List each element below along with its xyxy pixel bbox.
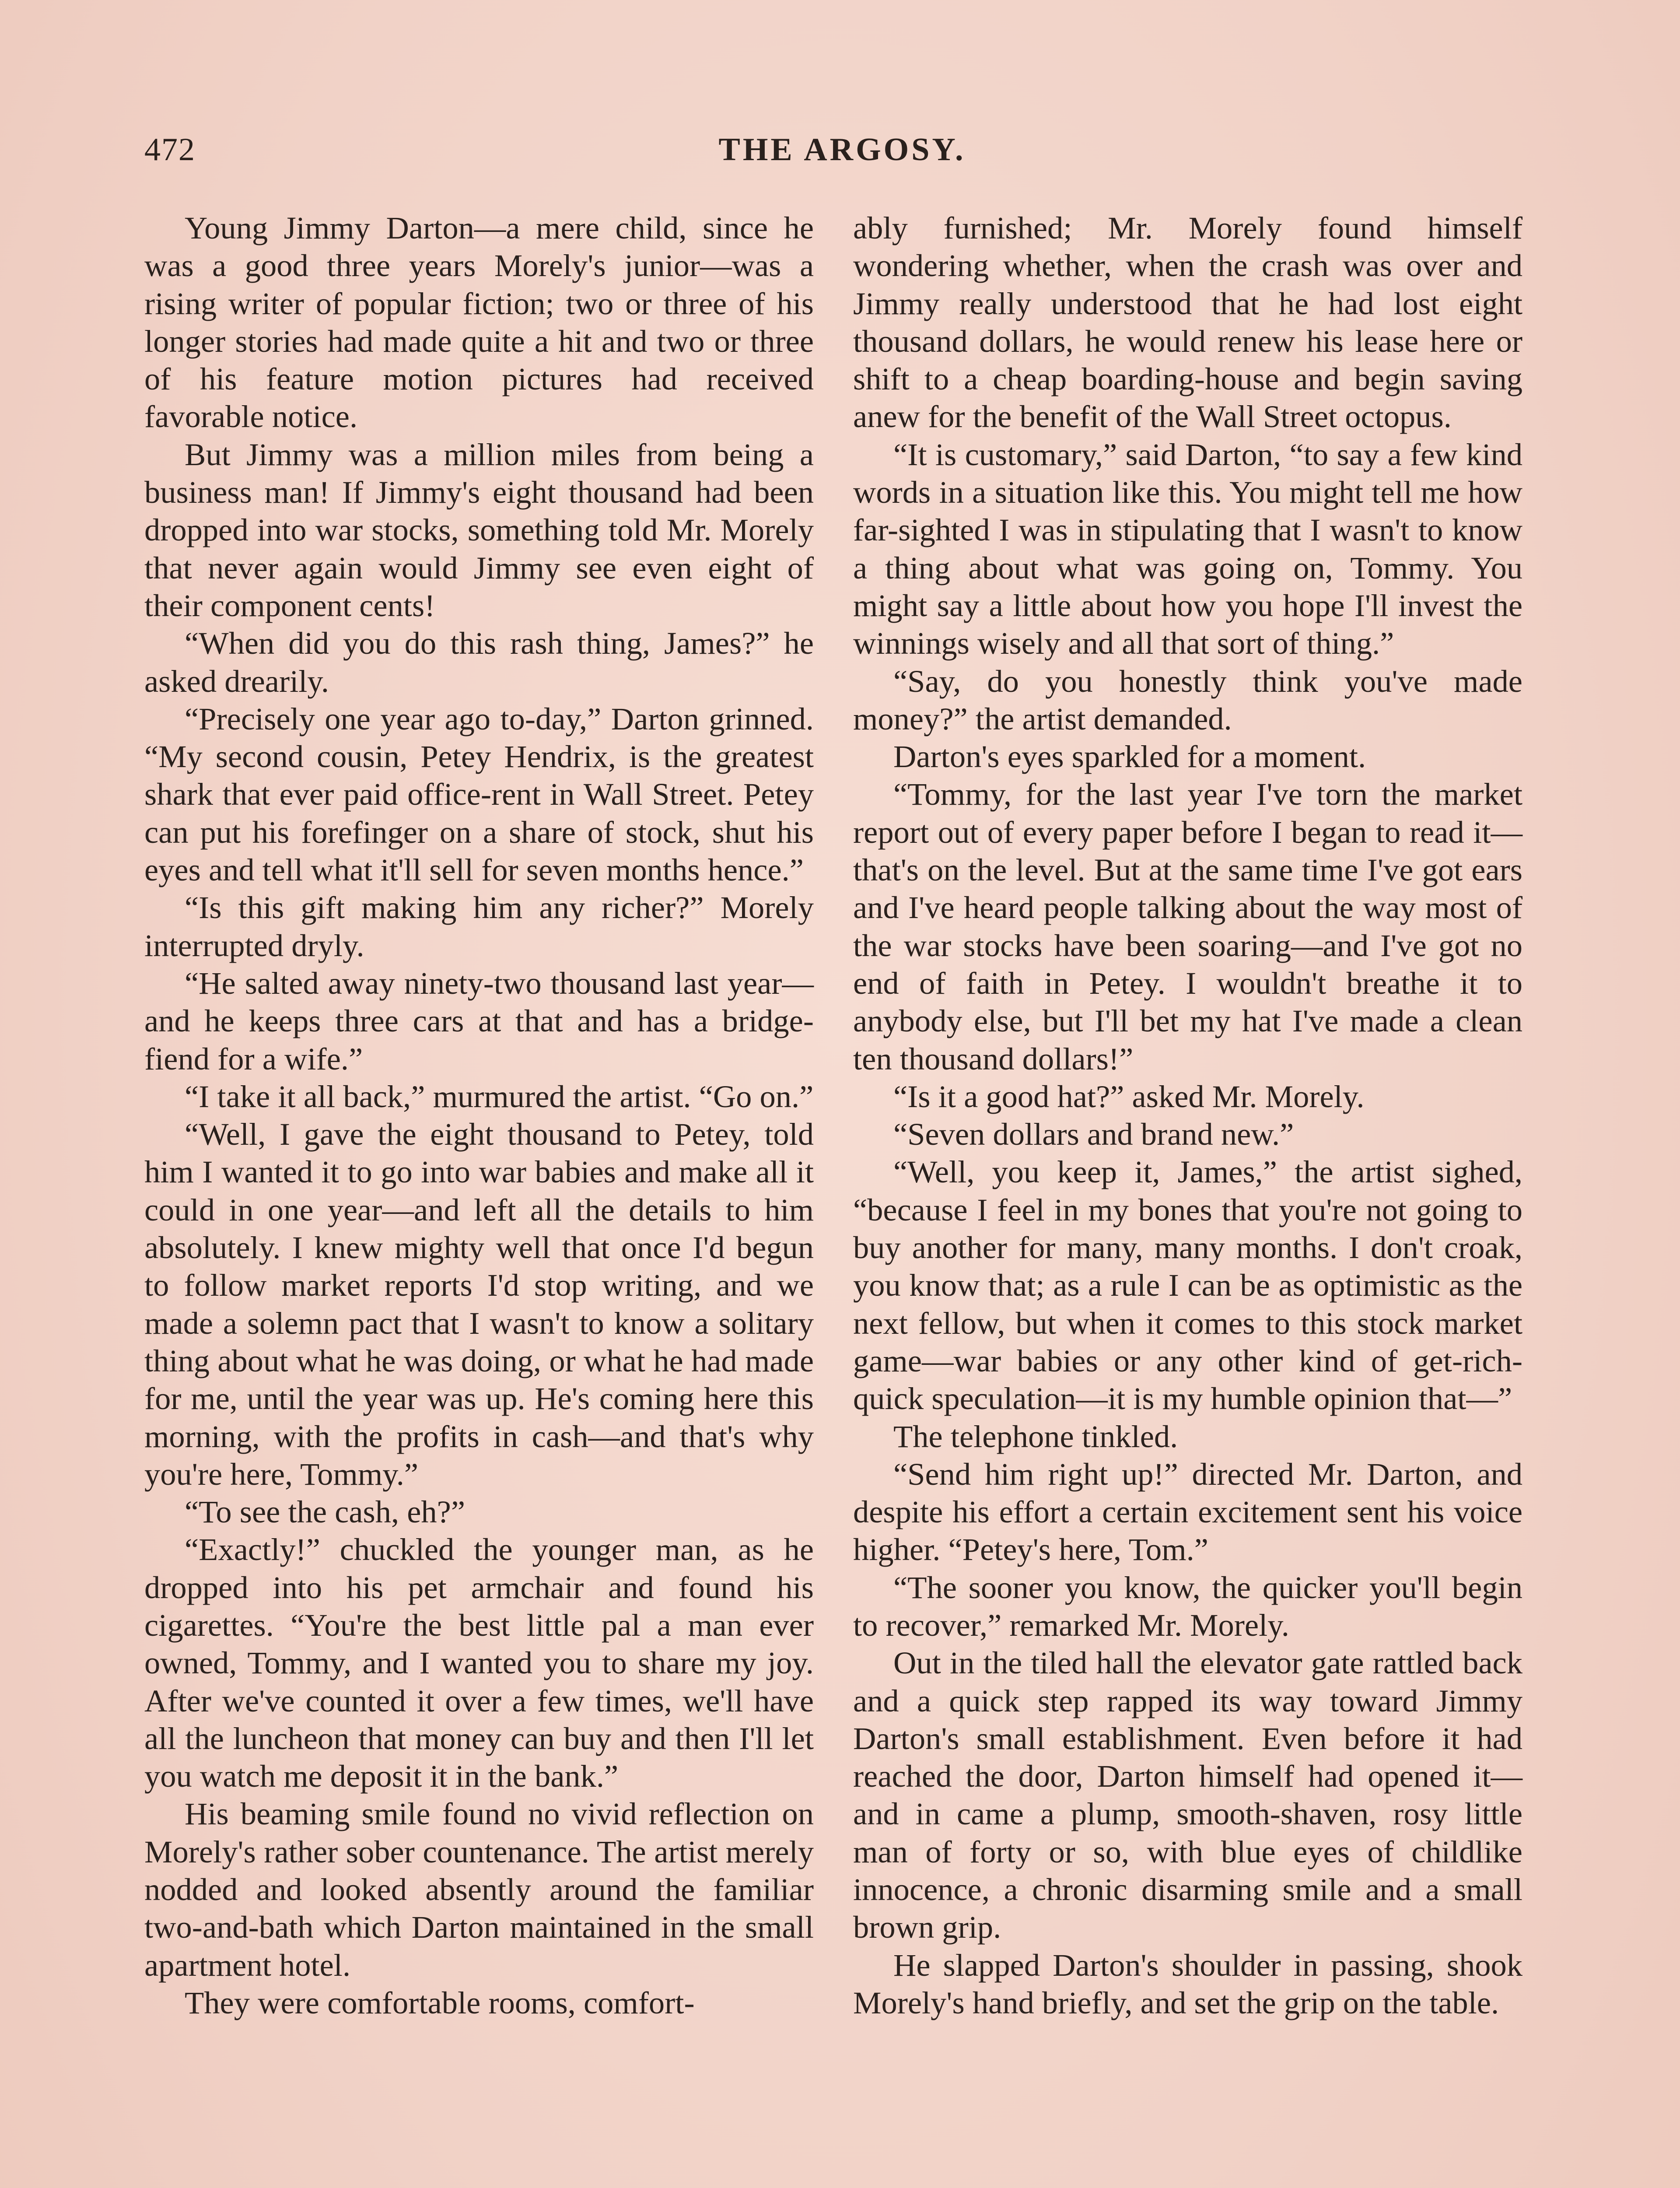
paragraph: Out in the tiled hall the elevator gate rattled back and a quick step rapped its way toward Jimmy Darton's small establishment. Even before it had reached the door, Darton himself had opened it—and in came a plump, smooth-shaven, rosy little man of forty or so, with blue eyes of childlike innocence, a chronic disarming smile and a small brown grip. — [853, 1645, 1522, 1945]
left-column — [144, 209, 814, 2022]
paragraph: But Jimmy was a million miles from being a business man! If Jimmy's eight thousand had been dropped into war stocks, something told Mr. Morely that never again would Jimmy see even eight of their component cents! — [144, 436, 814, 623]
paragraph: His beaming smile found no vivid reflection on Morely's rather sober countenance. The artist merely nodded and looked absently around the familiar two-and-bath which Darton maintained in the small apartment hotel. — [144, 1796, 814, 1983]
paragraph: “Is this gift making him any richer?” Morely interrupted dryly. — [144, 890, 814, 963]
right-column — [853, 209, 1522, 2022]
paragraph: “Seven dollars and brand new.” — [893, 1116, 1294, 1152]
paragraph: “When did you do this rash thing, James?” he asked drearily. — [144, 625, 814, 699]
paragraph-continued: ably furnished; Mr. Morely found himself wondering whether, when the crash was over and Jimmy really understood that he had lost eight thousand dollars, he would renew his lease here or shift to a cheap boarding-house and begin saving anew for the benefit of the Wall Street octopus. — [853, 210, 1522, 435]
paragraph: “To see the cash, eh?” — [185, 1494, 466, 1530]
paragraph: They were comfortable rooms, comfort- — [185, 1985, 695, 2020]
paragraph: “I take it all back,” murmured the artist. “Go on.” — [185, 1078, 814, 1114]
paragraph: The telephone tinkled. — [893, 1418, 1178, 1454]
paragraph: “Say, do you honestly think you've made money?” the artist demanded. — [853, 663, 1522, 736]
paragraph: “It is customary,” said Darton, “to say a few kind words in a situation like this. You might tell me how far-sighted I was in stipulating that I wasn't to know a thing about what was going on, Tommy. You might say a little about how you hope I'll invest the winnings wisely and all that sort of thing.” — [853, 436, 1522, 661]
running-head: THE ARGOSY. — [718, 132, 966, 168]
paragraph: Darton's eyes sparkled for a moment. — [893, 739, 1366, 775]
paragraph: “Well, I gave the eight thousand to Petey, told him I wanted it to go into war babies and make all it could in one year—and left all the details to him absolutely. I knew mighty well that once I'd begun to follow market reports I'd stop writing, and we made a solemn pact that I wasn't to know a solitary thing about what he was doing, or what he had made for me, until the year was up. He's coming here this morning, with the profits in cash—and that's why you're here, Tommy.” — [144, 1116, 814, 1492]
paragraph: “Send him right up!” directed Mr. Darton, and despite his effort a certain excitement sent his voice higher. “Petey's here, Tom.” — [853, 1456, 1522, 1567]
page-header — [144, 131, 1540, 184]
paragraph: “Precisely one year ago to-day,” Darton grinned. “My second cousin, Petey Hendrix, is the greatest shark that ever paid office-rent in Wall Street. Petey can put his forefinger on a share of stock, shut his eyes and tell what it'll sell for seven months hence.” — [144, 701, 814, 888]
paragraph: “The sooner you know, the quicker you'll begin to recover,” remarked Mr. Morely. — [853, 1569, 1522, 1643]
page-number: 472 — [144, 132, 196, 168]
paragraph: “Well, you keep it, James,” the artist sighed, “because I feel in my bones that you're not going to buy another for many, many months. I don't croak, you know that; as a rule I can be as optimistic as the next fellow, but when it comes to this stock market game—war babies or any other kind of get-rich-quick speculation—it is my humble opinion that—” — [853, 1154, 1522, 1417]
paragraph: He slapped Darton's shoulder in passing, shook Morely's hand briefly, and set the grip on the table. — [853, 1947, 1522, 2020]
paragraph: “He salted away ninety-two thousand last year—and he keeps three cars at that and has a bridge-fiend for a wife.” — [144, 965, 814, 1076]
paragraph: “Is it a good hat?” asked Mr. Morely. — [893, 1078, 1365, 1114]
paragraph: “Exactly!” chuckled the younger man, as he dropped into his pet armchair and found his cigarettes. “You're the best little pal a man ever owned, Tommy, and I wanted you to share my joy. After we've counted it over a few times, we'll have all the luncheon that money can buy and then I'll let you watch me deposit it in the bank.” — [144, 1532, 814, 1794]
paragraph: “Tommy, for the last year I've torn the market report out of every paper before I began to read it—that's on the level. But at the same time I've got ears and I've heard people talking about the way most of the war stocks have been soaring—and I've got no end of faith in Petey. I wouldn't breathe it to anybody else, but I'll bet my hat I've made a clean ten thousand dollars!” — [853, 776, 1522, 1076]
paragraph: Young Jimmy Darton—a mere child, since he was a good three years Morely's junior—was a rising writer of popular fiction; two or three of his longer stories had made quite a hit and two or three of his feature motion pictures had received favorable notice. — [144, 210, 814, 435]
